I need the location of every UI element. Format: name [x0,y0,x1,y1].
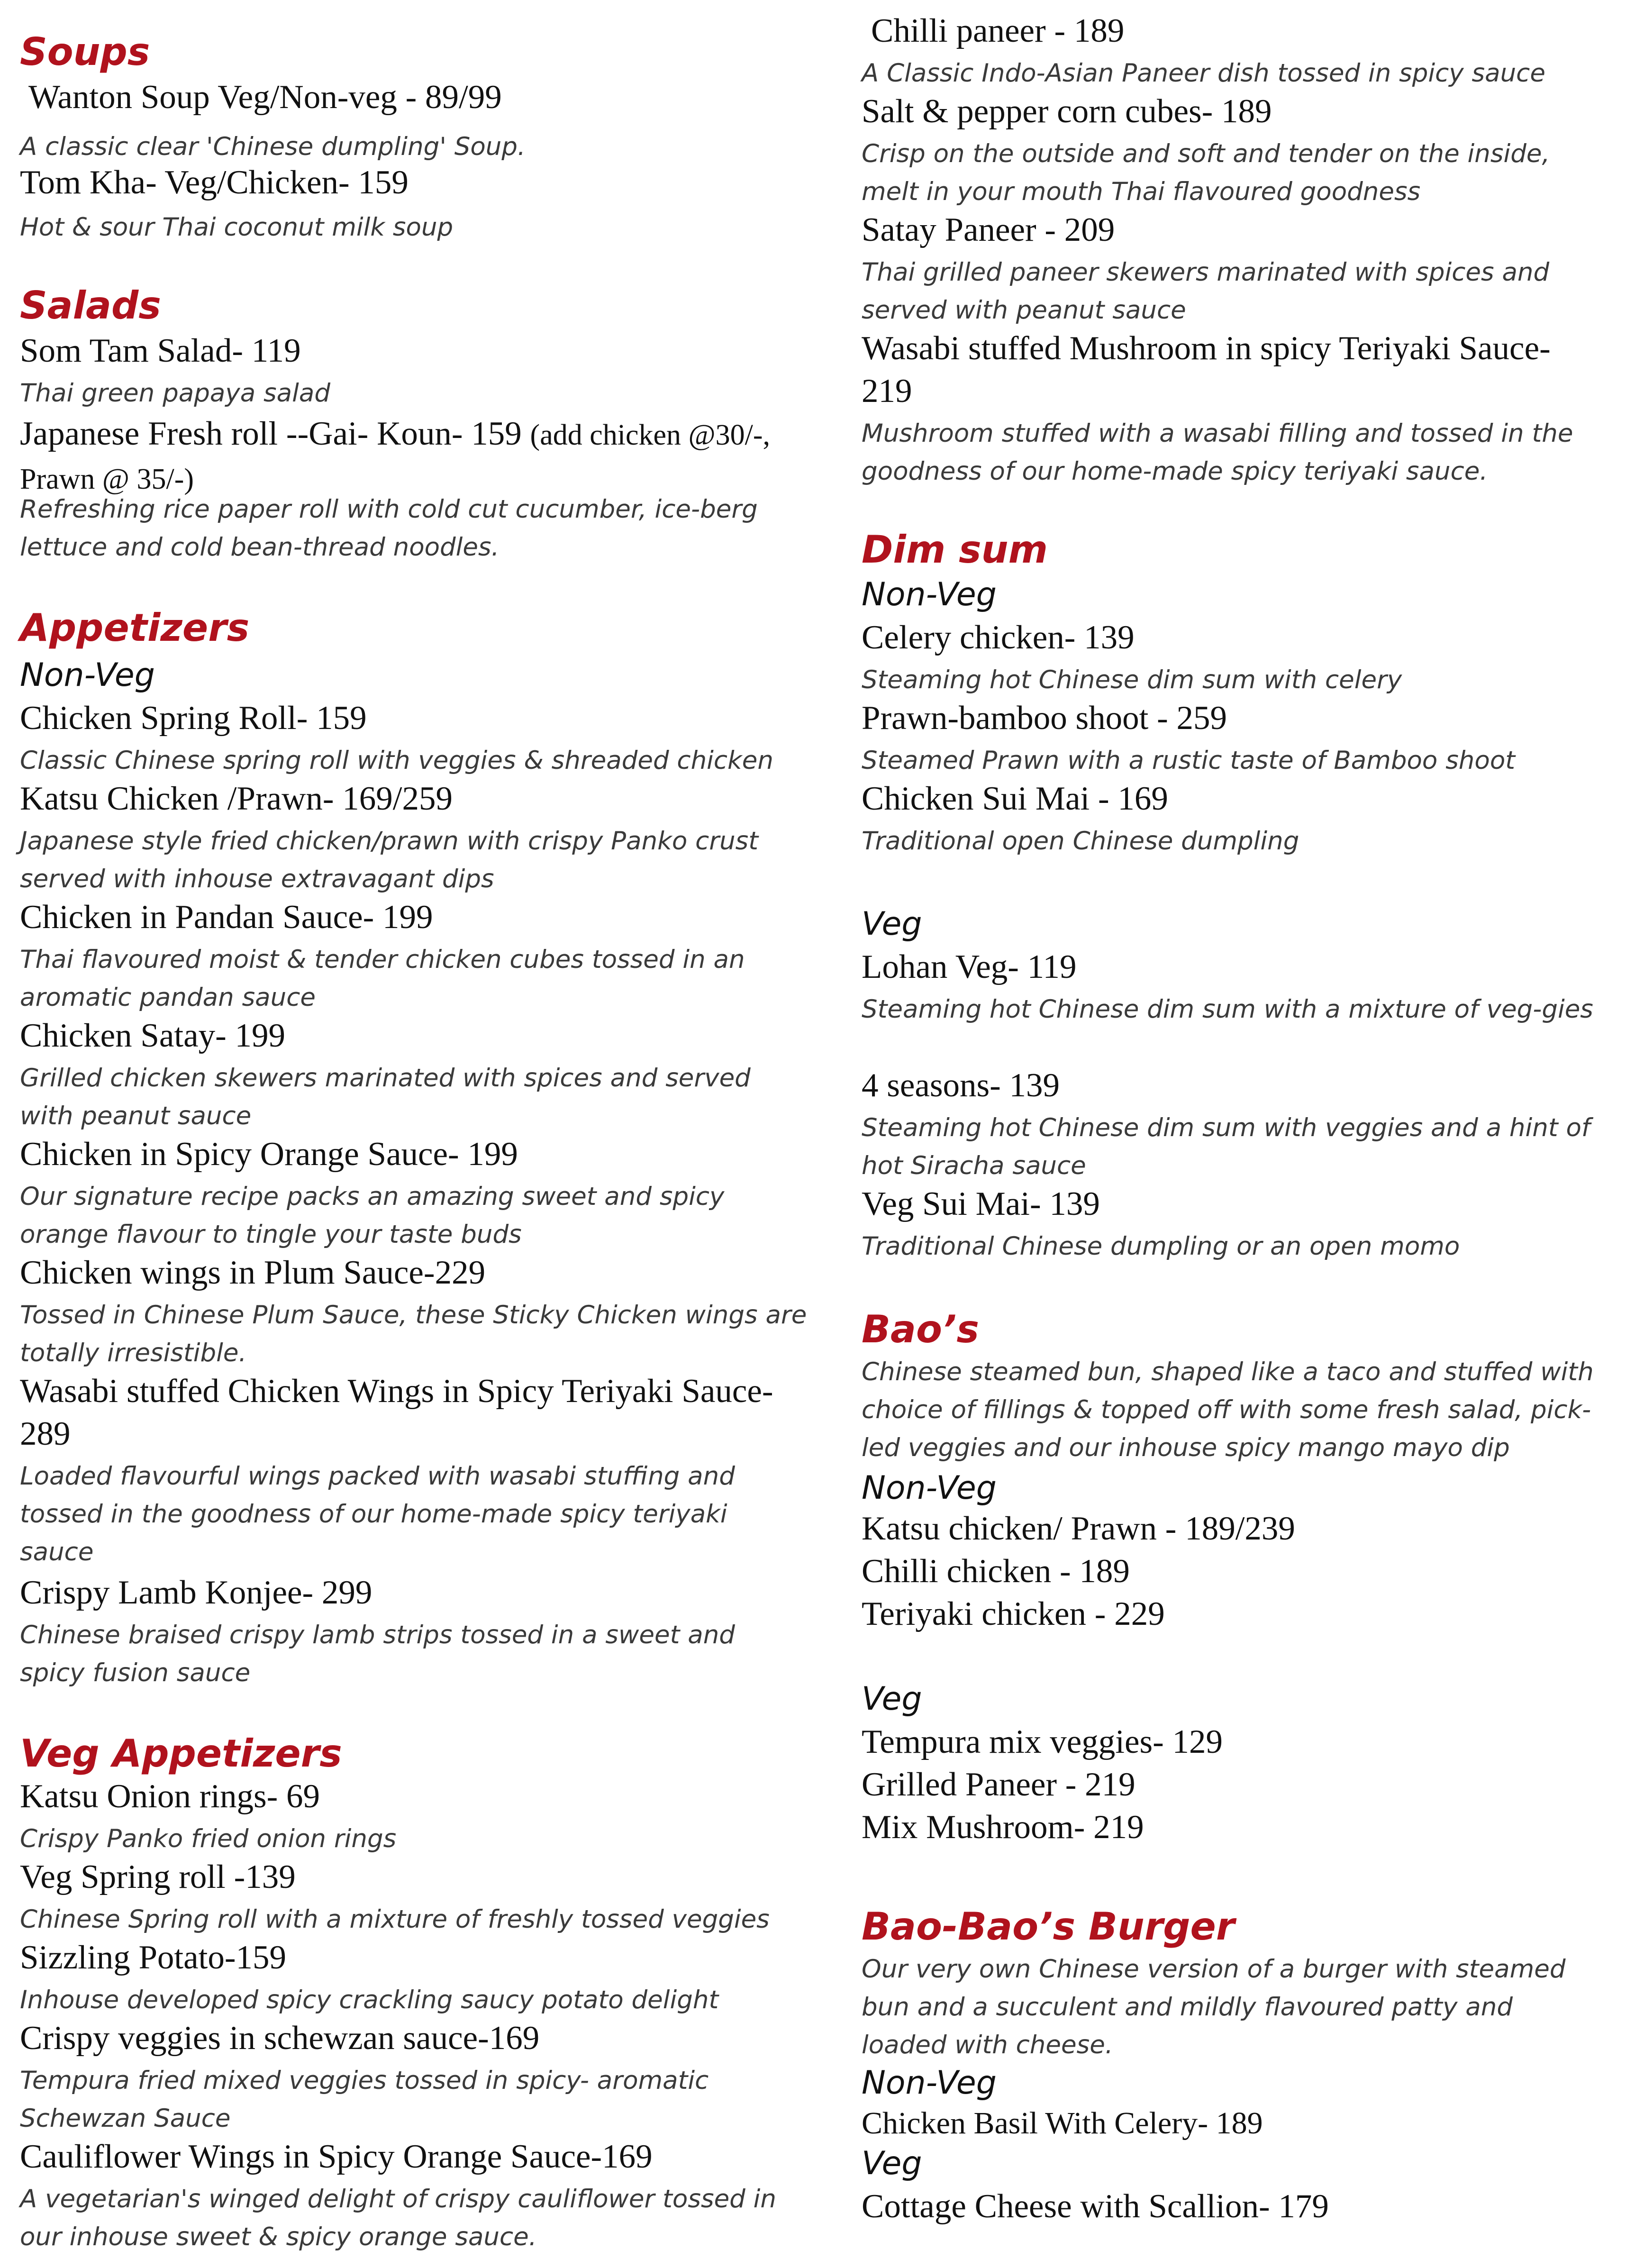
menu-item-description: Thai flavoured moist & tender chicken cubes tossed in an aromatic pandan sauce [20,945,745,1012]
menu-item-description: Classic Chinese spring roll with veggies & shreaded chicken [20,746,773,775]
menu-item-name: Crispy veggies in schewzan sauce-169 [20,2020,540,2057]
section-title-salads: Salads [20,283,161,328]
menu-item-description: Steamed Prawn with a rustic taste of Bamboo shoot [862,746,1516,775]
subsection-title-nonveg: Non-Veg [862,1469,997,1507]
menu-item-name: Wasabi stuffed Chicken Wings in Spicy Teriyaki Sauce-289 [20,1373,773,1452]
menu-item-name: Teriyaki chicken - 229 [862,1595,1165,1632]
menu-item-description: Traditional Chinese dumpling or an open momo [862,1232,1460,1261]
menu-item-name: Sizzling Potato-159 [20,1939,287,1976]
subsection-title-nonveg: Non-Veg [20,656,155,694]
menu-item-description: Steaming hot Chinese dim sum with celery [862,665,1402,694]
menu-item-name: Cauliflower Wings in Spicy Orange Sauce-169 [20,2138,653,2175]
menu-item-description: Grilled chicken skewers marinated with spices and served with peanut sauce [20,1064,751,1130]
menu-item-name: Katsu Chicken /Prawn- 169/259 [20,780,453,817]
menu-item-description: Our signature recipe packs an amazing sweet and spicy orange flavour to tingle your taste buds [20,1182,725,1249]
menu-item-name: Veg Sui Mai- 139 [862,1185,1100,1222]
menu-item-description: Chinese Spring roll with a mixture of freshly tossed veggies [20,1905,770,1934]
menu-item-name: Chicken Satay- 199 [20,1017,285,1054]
menu-item-description: A classic clear 'Chinese dumpling' Soup. [20,132,526,161]
section-title-burger: Bao-Bao’s Burger [862,1904,1235,1949]
menu-item-description: Inhouse developed spicy crackling saucy potato delight [20,1986,719,2014]
menu-item-name: Satay Paneer - 209 [862,211,1115,248]
section-description: Our very own Chinese version of a burger with steamed bun and a succulent and mildly flavoured patty and loaded with cheese. [862,1955,1566,2059]
menu-item-name: Wanton Soup Veg/Non-veg - 89/99 [28,79,502,116]
menu-item-name: Chilli paneer - 189 [871,12,1125,49]
menu-item-name: Chicken wings in Plum Sauce-229 [20,1254,486,1291]
menu-item-name: Chicken Basil With Celery- 189 [862,2106,1263,2140]
section-description: Chinese steamed bun, shaped like a taco and stuffed with choice of fillings & topped off with some fresh salad, pick-led veggies and our inhouse spicy mango mayo dip [862,1357,1594,1462]
menu-item-description: Crispy Panko fried onion rings [20,1824,397,1853]
menu-item-description: Japanese style fried chicken/prawn with crispy Panko crust served with inhouse extravagant dips [20,827,759,893]
menu-item-name: Som Tam Salad- 119 [20,332,301,369]
subsection-title-veg: Veg [862,2145,922,2182]
menu-item-name: Chicken Spring Roll- 159 [20,700,367,737]
subsection-title-veg: Veg [862,1680,922,1718]
subsection-title-nonveg: Non-Veg [862,2064,997,2102]
menu-item-name: Mix Mushroom- 219 [862,1809,1144,1846]
menu-item-description: Refreshing rice paper roll with cold cut cucumber, ice-berg lettuce and cold bean-thread noodles. [20,495,758,562]
section-title-soups: Soups [20,30,150,74]
subsection-title-veg: Veg [862,905,922,943]
menu-item-description: Mushroom stuffed with a wasabi filling and tossed in the goodness of our home-made spicy teriyaki sauce. [862,419,1573,486]
menu-item-description: Thai grilled paneer skewers marinated with spices and served with peanut sauce [862,258,1550,325]
section-title-appetizers: Appetizers [20,606,250,650]
menu-item-description: Hot & sour Thai coconut milk soup [20,213,454,242]
subsection-title-nonveg: Non-Veg [862,576,997,613]
menu-item-description: Traditional open Chinese dumpling [862,827,1299,856]
menu-item-description: Tempura fried mixed veggies tossed in spicy- aromatic Schewzan Sauce [20,2066,709,2133]
menu-item-name: Chicken in Pandan Sauce- 199 [20,899,433,936]
menu-item-name-text: Japanese Fresh roll --Gai- Koun- 159 [20,415,522,452]
menu-item-name: Veg Spring roll -139 [20,1858,296,1895]
menu-item-name: Wasabi stuffed Mushroom in spicy Teriyaki Sauce- 219 [862,330,1551,410]
menu-item-name: Katsu chicken/ Prawn - 189/239 [862,1510,1295,1547]
menu-item-description: Steaming hot Chinese dim sum with a mixture of veg-gies [862,995,1593,1024]
menu-item-description: A vegetarian's winged delight of crispy cauliflower tossed in our inhouse sweet & spicy orange sauce. [20,2185,776,2251]
menu-item-name: Lohan Veg- 119 [862,948,1077,985]
menu-item-name: Tom Kha- Veg/Chicken- 159 [20,164,409,201]
menu-item-description: Steaming hot Chinese dim sum with veggies and a hint of hot Siracha sauce [862,1113,1590,1180]
menu-item-name: Cottage Cheese with Scallion- 179 [862,2188,1329,2225]
menu-item-description: Tossed in Chinese Plum Sauce, these Sticky Chicken wings are totally irresistible. [20,1301,807,1367]
menu-item-name: Chicken Sui Mai - 169 [862,780,1168,817]
menu-item-description: Crisp on the outside and soft and tender on the inside, melt in your mouth Thai flavoured goodness [862,139,1550,206]
menu-item-name: Prawn-bamboo shoot - 259 [862,700,1227,737]
menu-item-name: Tempura mix veggies- 129 [862,1723,1223,1760]
menu-item-name: Katsu Onion rings- 69 [20,1778,320,1815]
menu-item-name: Crispy Lamb Konjee- 299 [20,1574,372,1611]
menu-item-note: (add chicken @30/-, Prawn @ 35/-) [20,419,770,495]
section-title-veg-appetizers: Veg Appetizers [20,1731,342,1776]
menu-item-description: Thai green papaya salad [20,379,330,408]
menu-item-name [20,412,807,501]
menu-item-description: Loaded flavourful wings packed with wasabi stuffing and tossed in the goodness of our home-made spicy teriyaki sauce [20,1462,735,1567]
menu-item-name: Celery chicken- 139 [862,619,1135,656]
menu-item-name: Chicken in Spicy Orange Sauce- 199 [20,1136,518,1173]
menu-item-name: 4 seasons- 139 [862,1067,1060,1104]
menu-item-description: Chinese braised crispy lamb strips tossed in a sweet and spicy fusion sauce [20,1621,735,1687]
menu-item-description: A Classic Indo-Asian Paneer dish tossed in spicy sauce [862,59,1545,88]
section-title-baos: Bao’s [862,1307,979,1351]
menu-item-name: Chilli chicken - 189 [862,1553,1130,1590]
menu-item-name: Grilled Paneer - 219 [862,1766,1135,1803]
section-title-dim-sum: Dim sum [862,528,1048,572]
menu-item-name: Salt & pepper corn cubes- 189 [862,93,1272,130]
